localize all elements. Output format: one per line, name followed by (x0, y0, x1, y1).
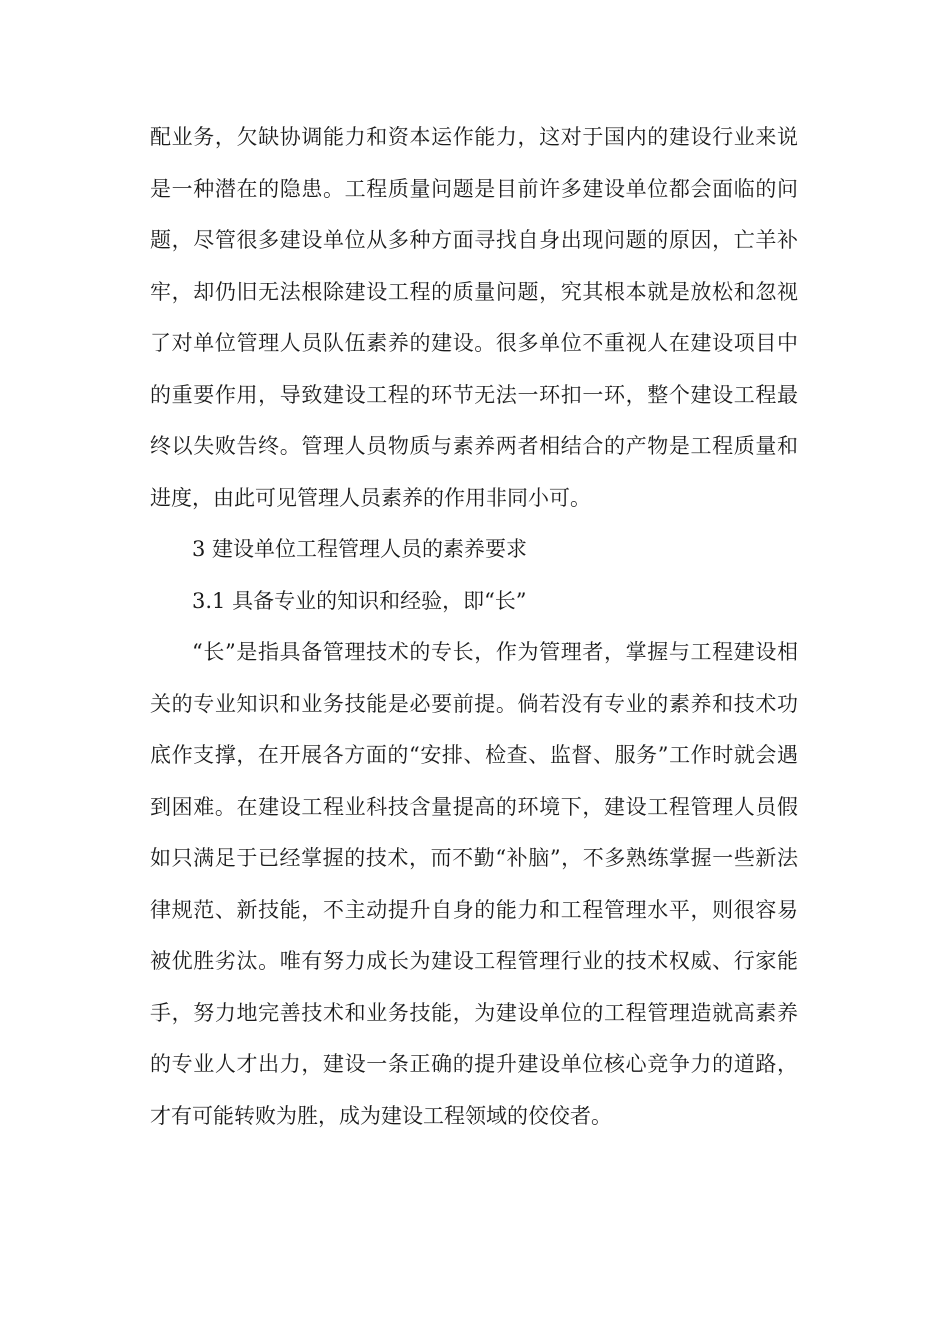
subsection-heading: 3.1 具备专业的知识和经验，即“长” (192, 588, 527, 613)
section-heading: 3 建设单位工程管理人员的素养要求 (192, 537, 528, 561)
paragraph-body: “长”是指具备管理技术的专长，作为管理者，掌握与工程建设相关的专业知识和业务技能是必要前提。倘若没有专业的素养和技术功底作支撑，在开展各方面的“安排、检查、监督、服务”工作时就会遇到困难。在建设工程业科技含量提高的环境下，建设工程管理人员假如只满足于已经掌握的技术，而不勤“补脑”，不多熟练掌握一些新法律规范、新技能，不主动提升自身的能力和工程管理水平，则很容易被优胜劣汰。唯有努力成长为建设工程管理行业的技术权威、行家能手，努力地完善技术和业务技能，为建设单位的工程管理造就高素养的专业人才出力，建设一条正确的提升建设单位核心竞争力的道路，才有可能转败为胜，成为建设工程领域的佼佼者。 (150, 640, 798, 1128)
document-body (150, 112, 798, 1142)
paragraph-continuation: 配业务，欠缺协调能力和资本运作能力，这对于国内的建设行业来说是一种潜在的隐患。工程质量问题是目前许多建设单位都会面临的问题，尽管很多建设单位从多种方面寻找自身出现问题的原因，亡羊补牢，却仍旧无法根除建设工程的质量问题，究其根本就是放松和忽视了对单位管理人员队伍素养的建设。很多单位不重视人在建设项目中的重要作用，导致建设工程的环节无法一环扣一环，整个建设工程最终以失败告终。管理人员物质与素养两者相结合的产物是工程质量和进度，由此可见管理人员素养的作用非同小可。 (150, 125, 798, 510)
